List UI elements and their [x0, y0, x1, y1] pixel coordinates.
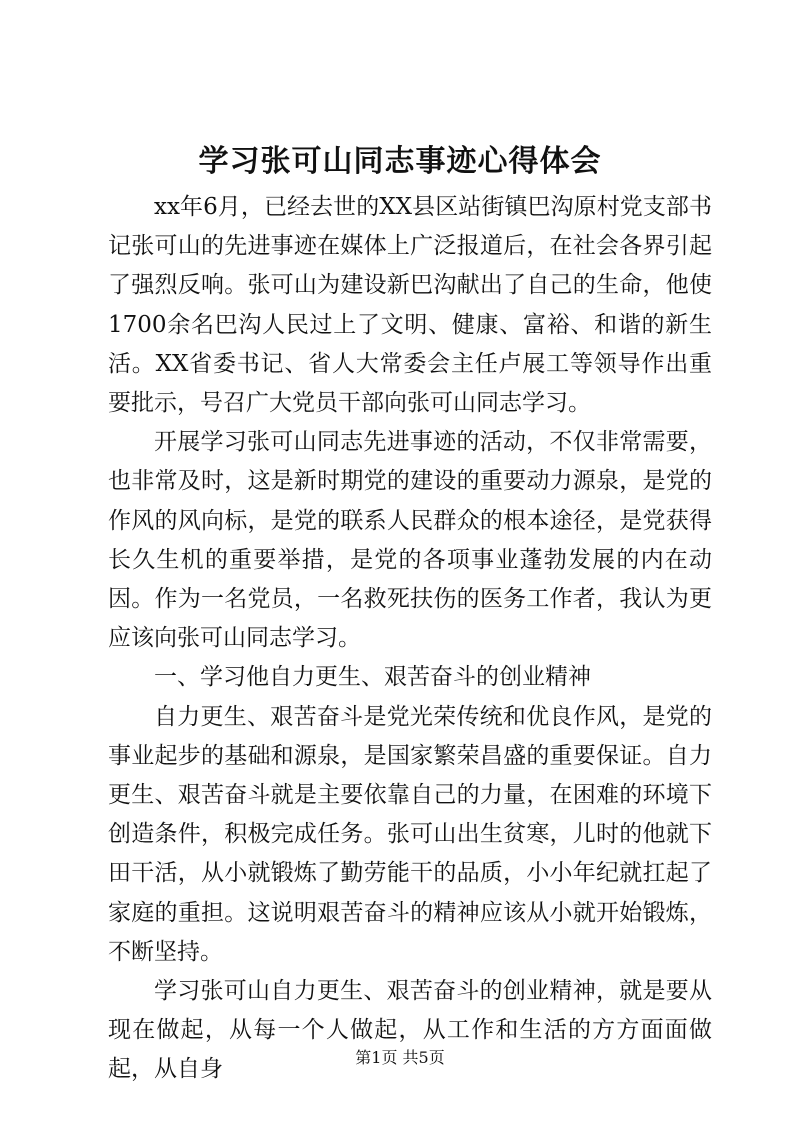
- document-body: [108, 188, 712, 1090]
- page-number-footer: 第1页 共5页: [355, 1048, 445, 1067]
- paragraph-intro: xx年6月，已经去世的XX县区站街镇巴沟原村党支部书记张可山的先进事迹在媒体上广泛报道后，在社会各界引起了强烈反响。张可山为建设新巴沟献出了自己的生命，他使1700余名巴沟人民过上了文明、健康、富裕、和谐的新生活。XX省委书记、省人大常委会主任卢展工等领导作出重要批示，号召广大党员干部向张可山同志学习。: [108, 194, 712, 417]
- page-title: 学习张可山同志事迹心得体会: [198, 144, 602, 179]
- paragraph-learning: 学习张可山自力更生、艰苦奋斗的创业精神，就是要从现在做起，从每一个人做起，从工作和生活的方方面面做起，从自身: [108, 978, 712, 1083]
- paragraph-self-reliance: 自力更生、艰苦奋斗是党光荣传统和优良作风，是党的事业起步的基础和源泉，是国家繁荣昌盛的重要保证。自力更生、艰苦奋斗就是主要依靠自己的力量，在困难的环境下创造条件，积极完成任务。张可山出生贫寒，儿时的他就下田干活，从小就锻炼了勤劳能干的品质，小小年纪就扛起了家庭的重担。这说明艰苦奋斗的精神应该从小就开始锻炼，不断坚持。: [108, 703, 712, 965]
- paragraph-significance: 开展学习张可山同志先进事迹的活动，不仅非常需要，也非常及时，这是新时期党的建设的重要动力源泉，是党的作风的风向标，是党的联系人民群众的根本途径，是党获得长久生机的重要举措，是党的各项事业蓬勃发展的内在动因。作为一名党员，一名救死扶伤的医务工作者，我认为更应该向张可山同志学习。: [108, 429, 712, 652]
- section-heading-1: 一、学习他自力更生、艰苦奋斗的创业精神: [154, 664, 591, 691]
